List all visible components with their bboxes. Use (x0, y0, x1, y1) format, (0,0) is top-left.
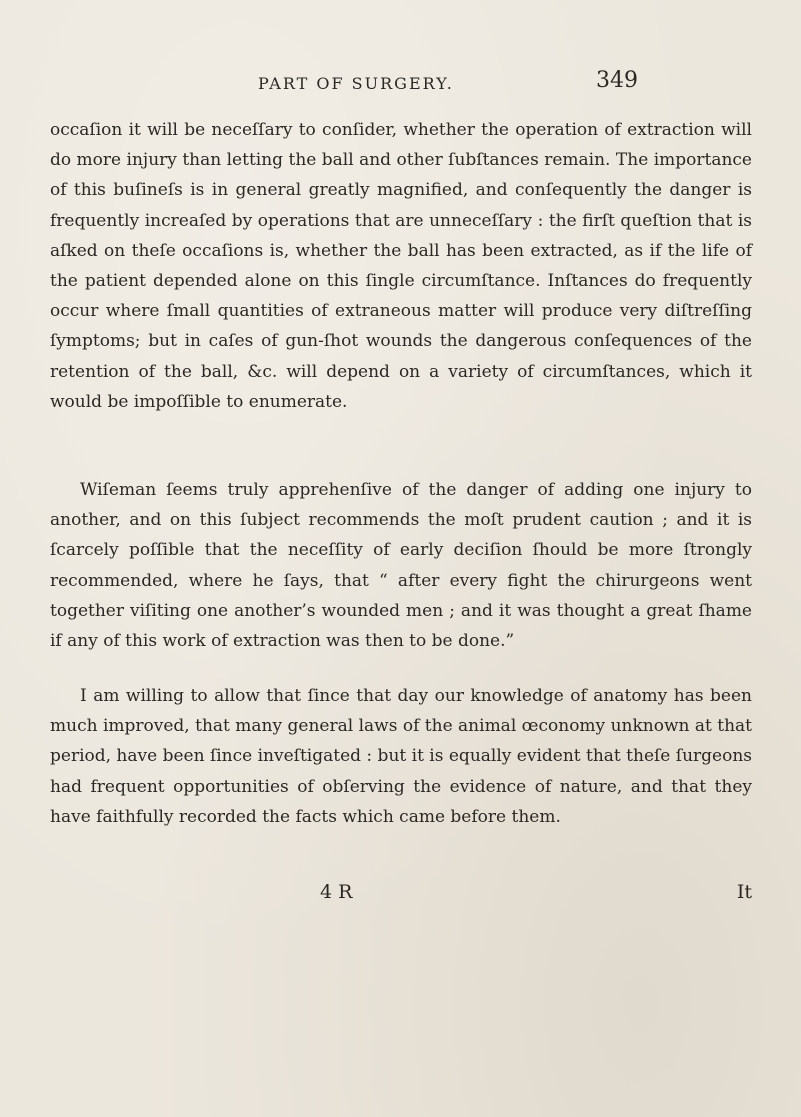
paragraph-1: occaſion it will be neceſſary to conſider, whether the operation of extraction will do more injury than letting the ball and other ſubſtances remain. The importance of this buſineſs is in general greatly magnified, and conſequently the danger is frequently increaſed by operations that are unneceſſary : the firſt queſtion that is aſked on theſe occaſions is, whether the ball has been extracted, as if the life of the patient depended alone on this ſingle circumſtance. Inſtances do frequently occur where ſmall quantities of extraneous matter will produce very diſtreſſing ſymptoms; but in caſes of gun-ſhot wounds the dangerous conſequences of the retention of the ball, &c. will depend on a variety of circumſtances, which it would be impoſſible to enumerate. (50, 120, 752, 412)
paragraph-2: Wiſeman ſeems truly apprehenſive of the danger of adding one injury to another, and on this ſubject recommends the moſt prudent caution ; and it is ſcarcely poſſible that the neceſſity of early deciſion ſhould be more ſtrongly recommended, where he ſays, that “ after every fight the chirurgeons went together viſiting one another’s wounded men ; and it was thought a great ſhame if any of this work of extraction was then to be done.” (50, 480, 752, 652)
signature-mark: 4 R (320, 881, 353, 903)
page-number: 349 (596, 68, 638, 93)
catchword: It (736, 881, 752, 903)
page-header (258, 68, 638, 98)
paragraph-3: I am willing to allow that ſince that day our knowledge of anatomy has been much improved, that many general laws of the animal œconomy unknown at that period, have been ſince inveſtigated : but it is equally evident that theſe ſurgeons had frequent opportunities of obſerving the evidence of nature, and that they have faithfully recorded the facts which came before them. (50, 686, 752, 827)
page-footer (320, 881, 752, 911)
running-head: PART OF SURGERY. (258, 74, 454, 93)
